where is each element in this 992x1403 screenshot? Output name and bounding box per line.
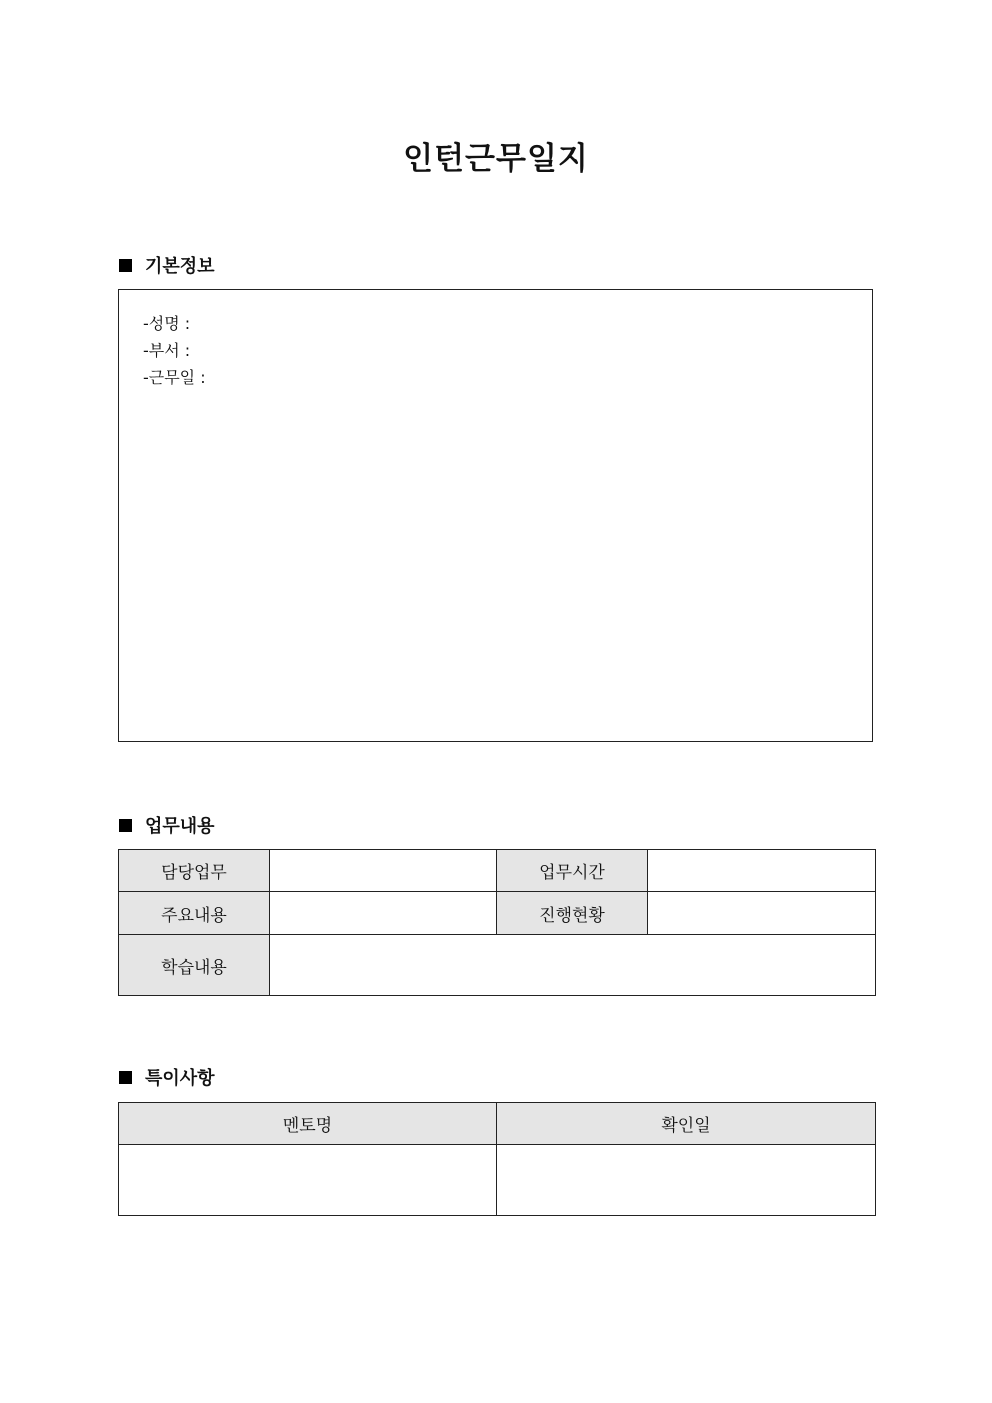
square-bullet-icon bbox=[119, 259, 132, 272]
section-heading-label: 업무내용 bbox=[145, 816, 215, 837]
learning-input[interactable] bbox=[270, 935, 876, 996]
department-field-label: -부서 : bbox=[143, 341, 191, 360]
confirm-date-input[interactable] bbox=[497, 1145, 876, 1216]
label-cell-work-hours: 업무시간 bbox=[497, 850, 648, 892]
workday-field-label: -근무일 : bbox=[143, 368, 206, 387]
work-table bbox=[118, 849, 876, 996]
notes-table bbox=[118, 1102, 876, 1216]
progress-input[interactable] bbox=[648, 892, 876, 935]
table-row bbox=[119, 1103, 876, 1145]
section-heading-work bbox=[119, 814, 215, 836]
section-heading-notes bbox=[119, 1066, 215, 1088]
mentor-input[interactable] bbox=[119, 1145, 497, 1216]
table-row bbox=[119, 850, 876, 892]
main-content-input[interactable] bbox=[270, 892, 497, 935]
table-row bbox=[119, 935, 876, 996]
label-cell-assigned-task: 담당업무 bbox=[119, 850, 270, 892]
section-heading-label: 특이사항 bbox=[145, 1068, 215, 1089]
label-cell-progress: 진행현황 bbox=[497, 892, 648, 935]
column-header-confirm-date: 확인일 bbox=[497, 1103, 876, 1145]
square-bullet-icon bbox=[119, 819, 132, 832]
table-row bbox=[119, 1145, 876, 1216]
square-bullet-icon bbox=[119, 1071, 132, 1084]
work-hours-input[interactable] bbox=[648, 850, 876, 892]
assigned-task-input[interactable] bbox=[270, 850, 497, 892]
section-heading-basic-info bbox=[119, 254, 215, 276]
label-cell-main-content: 주요내용 bbox=[119, 892, 270, 935]
name-field-label: -성명 : bbox=[143, 314, 191, 333]
basic-info-box[interactable] bbox=[118, 289, 873, 742]
column-header-mentor: 멘토명 bbox=[119, 1103, 497, 1145]
section-heading-label: 기본정보 bbox=[145, 256, 215, 277]
page-title: 인턴근무일지 bbox=[403, 141, 589, 177]
label-cell-learning: 학습내용 bbox=[119, 935, 270, 996]
table-row bbox=[119, 892, 876, 935]
